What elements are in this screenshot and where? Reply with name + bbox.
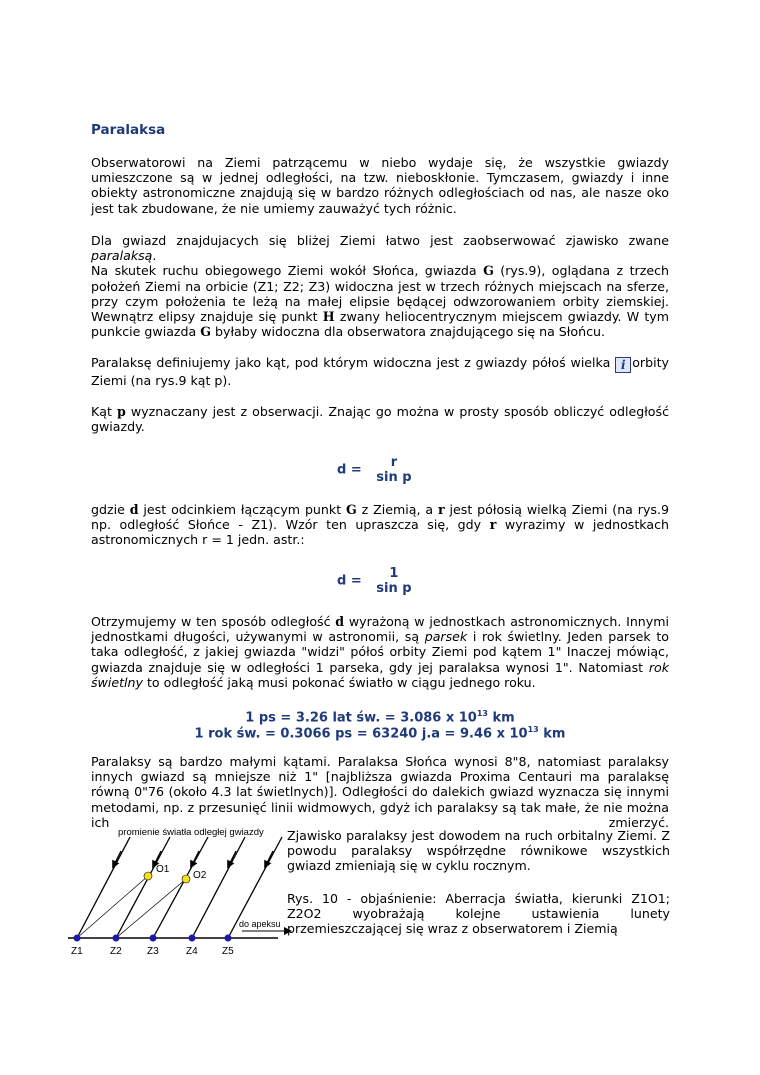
label-o2: O2 (193, 870, 207, 881)
label-z4: Z4 (186, 946, 198, 957)
ray-arrow (154, 851, 161, 865)
equation-parsec: 1 ps = 3.26 lat św. = 3.086 x $10^{13}$ km (245, 709, 515, 726)
formula-denominator: sin p (376, 470, 412, 485)
paragraph-explanation: gdzie d jest odcinkiem łączącym punkt G z Ziemią, a r jest półosią wielką Ziemi (na rys.9 np. odległość Słońce - Z1). Wzór ten upraszcza się, gdy r wyrazimy w jednostkach astronomicznych r = 1 jedn. astr.: (91, 502, 669, 548)
observation-point-o1 (144, 872, 152, 880)
ray-arrow (114, 851, 121, 865)
formula-numerator: r (390, 455, 398, 470)
equation-light-year: 1 rok św. = 0.3066 ps = 63240 j.a = 9.46 x $10^{13}$ km (194, 725, 566, 742)
telescope-line-z2o2 (116, 879, 186, 938)
label-o1: O1 (156, 864, 170, 875)
apex-label: do apeksu (239, 919, 281, 929)
info-icon[interactable]: i (615, 357, 631, 373)
formula-denominator: sin p (376, 581, 412, 596)
observation-point-o2 (182, 875, 190, 883)
label-z1: Z1 (71, 946, 83, 957)
label-z3: Z3 (147, 946, 159, 957)
earth-point-z1 (74, 935, 81, 942)
figure-caption-top: promienie światła odległej gwiazdy (118, 827, 264, 838)
light-ray (77, 837, 130, 938)
page-title: Paralaksa (91, 122, 166, 138)
paragraph-units: Otrzymujemy w ten sposób odległość d wyrażoną w jednostkach astronomicznych. Innymi jednostkami długości, używanymi w astronomii, są parsek i rok świetlny. Jeden parsek to taka odległość, z jakiej gwiazda "widzi" półoś orbity Ziemi pod kątem 1" Inaczej mówiąc, gwiazda znajduje się w odległości 1 parseka, gdy jej paralaksa wynosi 1". Natomiast rok świetlny to odległość jaką musi pokonać światło w ciągu jednego roku. (91, 614, 669, 690)
earth-point-z2 (113, 935, 120, 942)
telescope-line-z1o1 (77, 876, 148, 938)
paragraph-paralaksa: Dla gwiazd znajdujacych się bliżej Ziemi łatwo jest zaobserwować zjawisko zwane paralaksą. Na skutek ruchu obiegowego Ziemi wokół Słońca, gwiazda G (rys.9), oglądana z trzech położeń Ziemi na orbicie (Z1; Z2; Z3) widoczna jest w trzech różnych miejscach na sferze, przy czym położenia te leżą na małej elipsie będącej odwzorowaniem orbity ziemskiej. Wewnątrz elipsy znajduje się punkt H zwany heliocentrycznym miejscem gwiazdy. W tym punkcie gwiazda G byłaby widoczna dla obserwatora znajdującego się na Słońcu. (91, 233, 669, 340)
figure-caption: Rys. 10 - objaśnienie: Aberracja światła, kierunki Z1O1; Z2O2 wyobrażają kolejne ustawienia lunety przemieszczającej się wraz z obserwatorem i Ziemią (287, 891, 670, 937)
paragraph-angle: Kąt p wyznaczany jest z obserwacji. Znając go można w prosty sposób obliczyć odległość gwiazdy. (91, 404, 669, 435)
term-paralaksa: paralaksą (91, 248, 153, 264)
ray-arrow (266, 851, 273, 865)
paragraph-definition: Paralaksę definiujemy jako kąt, pod którym widoczna jest z gwiazdy półoś wielka i orbity Ziemi (na rys.9 kąt p). (91, 355, 669, 388)
earth-point-z4 (189, 935, 196, 942)
label-z2: Z2 (110, 946, 122, 957)
paragraph-small-angles: Paralaksy są bardzo małymi kątami. Paralaksa Słońca wynosi 8"8, natomiast paralaksy innych gwiazd są mniejsze niż 1" [najbliższa gwiazda Proxima Centauri ma paralaksę równą 0"76 (około 4.3 lat świetlnych)]. Odległości do dalekich gwiazd wyznacza się innymi metodami, np. z przesunięć linii widmowych, gdyż ich paralaksy są tak małe, że nie można ich zmierzyć. (91, 754, 669, 830)
formula-d-1: d = 1 sin p (337, 566, 412, 596)
paragraph-orbital-proof: Zjawisko paralaksy jest dowodem na ruch orbitalny Ziemi. Z powodu paralaksy współrzędne równikowe wszystkich gwiazd zmieniają się w cyklu rocznym. (287, 828, 670, 874)
ray-arrow (229, 851, 236, 865)
ray-arrow (192, 851, 199, 865)
aberration-figure (60, 820, 295, 960)
label-z5: Z5 (222, 946, 234, 957)
paragraph-intro: Obserwatorowi na Ziemi patrzącemu w niebo wydaje się, że wszystkie gwiazdy umieszczone są w jednej odległości, na tzw. nieboskłonie. Tymczasem, gwiazdy i inne obiekty astronomiczne znajdują się w bardzo różnych odległościach od nas, ale nasze oko jest tak zbudowane, że nie umiemy zauważyć tych różnic. (91, 155, 669, 216)
earth-point-z5 (225, 935, 232, 942)
formula-d-r: d = r sin p (337, 455, 412, 485)
formula-numerator: 1 (389, 566, 399, 581)
earth-point-z3 (150, 935, 157, 942)
